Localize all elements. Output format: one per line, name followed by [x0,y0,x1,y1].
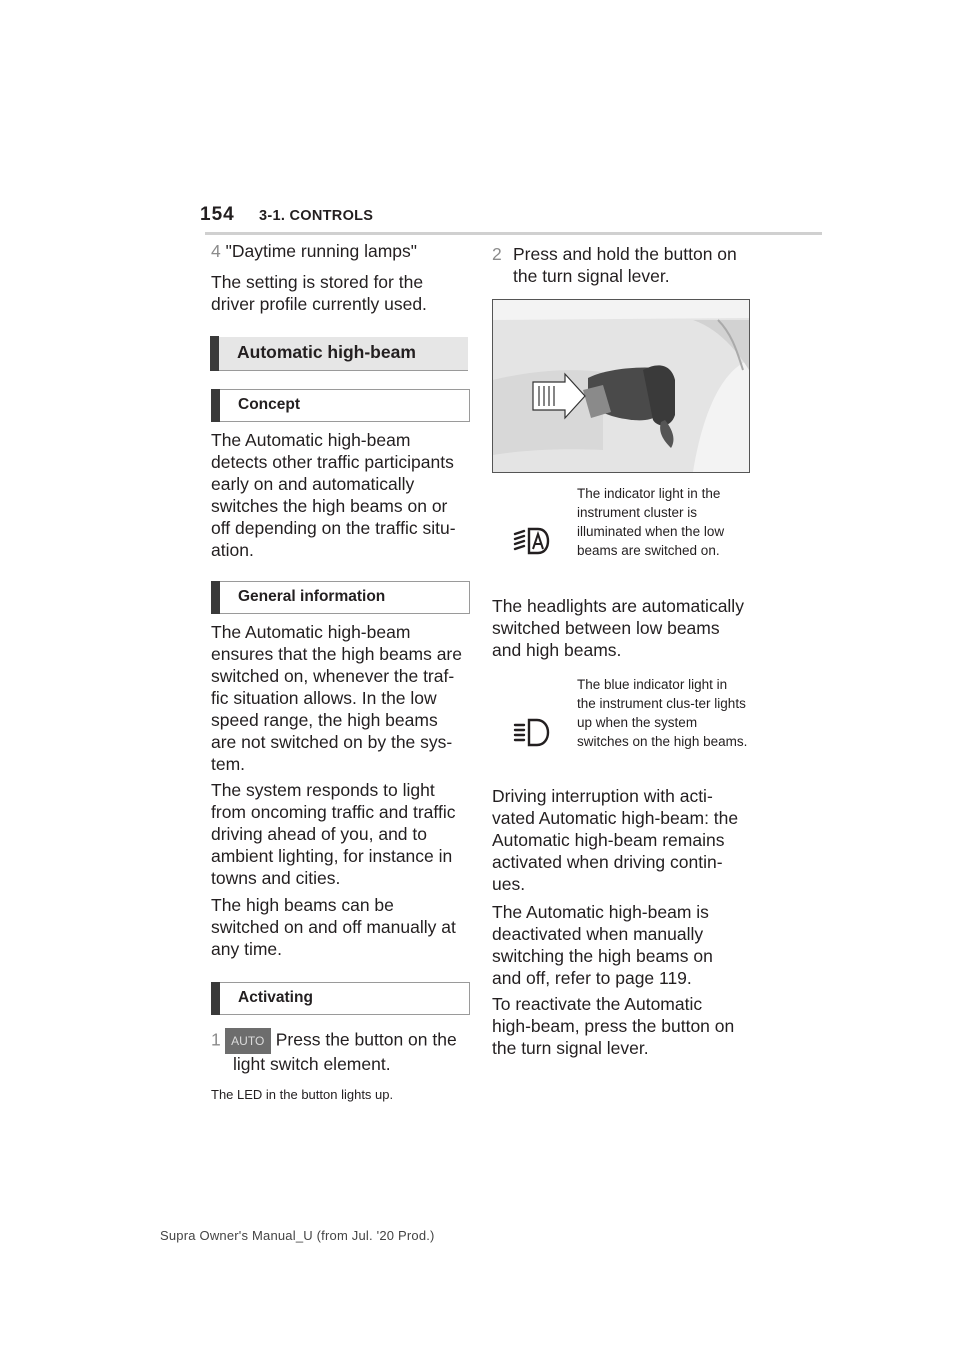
general-text-1: The Automatic high-beam ensures that the high beams are switched on, whenever the traf-fic situation allows. In the low speed range, the high beams are not switched on by the sys-tem. [211,622,462,774]
step-1-text-a: Press the button on the [275,1029,457,1050]
icon1-caption: The indicator light in the instrument cluster is illuminated when the low beams are switched on. [577,486,725,558]
heading-general-label: General information [238,588,386,605]
footer-text: Supra Owner's Manual_U (from Jul. '20 Prod.) [160,1228,435,1243]
reactivate-text: To reactivate the Automatic high-beam, press the button on the turn signal lever. [492,994,735,1058]
deactivated-text: The Automatic high-beam is deactivated when manually switching the high beams on and off, refer to page 119. [492,902,713,988]
general-text-2: The system responds to light from oncoming traffic and traffic driving ahead of you, and to ambient lighting, for instance in towns and cities. [211,780,456,888]
general-text-3: The high beams can be switched on and off manually at any time. [211,895,456,959]
led-note: The LED in the button lights up. [211,1087,394,1102]
step-2-text: Press and hold the button on the turn signal lever. [513,244,737,286]
auto-low-beam-icon-svg [512,525,550,557]
concept-text: The Automatic high-beam detects other traffic participants early on and automatically switches the high beams on or off depending on the traffic situ-ation. [211,430,456,560]
header-divider [205,232,822,235]
heading-activating-label: Activating [238,989,313,1006]
turn-signal-lever-illustration [493,300,749,472]
heading-bar [211,581,220,614]
heading-activating [211,982,470,1015]
heading-general-information [211,581,470,614]
heading-main-label: Automatic high-beam [237,342,416,362]
heading-bar [211,389,220,422]
item-4 [211,240,471,262]
step-1-number: 1 [211,1029,221,1050]
item-4-number: 4 [211,241,221,261]
heading-bar [210,336,219,371]
heading-automatic-high-beam [211,337,468,371]
heading-concept-label: Concept [238,396,300,413]
section-title: 3-1. CONTROLS [259,208,374,224]
high-beam-icon-svg [512,717,550,749]
interrupt-text: Driving interruption with acti-vated Automatic high-beam: the Automatic high-beam remains activated when driving contin-ues. [492,786,739,894]
step-1 [211,1028,473,1054]
step-2-num: 2 [492,244,502,264]
auto-low-beam-indicator-icon [512,525,550,562]
heading-bar [211,982,220,1015]
stored-text: The setting is stored for the driver profile currently used. [211,272,427,314]
page-number: 154 [200,204,235,225]
step-1-text-b: light switch element. [233,1054,391,1074]
heading-concept [211,389,470,422]
auto-button-icon: AUTO [225,1028,271,1054]
auto-switch-text: The headlights are automatically switched between low beams and high beams. [492,596,744,660]
item-4-text: "Daytime running lamps" [225,241,417,261]
icon2-caption: The blue indicator light in the instrument clus-ter lights up when the system switches on the high beams. [577,677,748,749]
step-2-number [492,243,502,265]
high-beam-indicator-icon [512,717,550,754]
turn-signal-lever-figure [492,299,750,473]
